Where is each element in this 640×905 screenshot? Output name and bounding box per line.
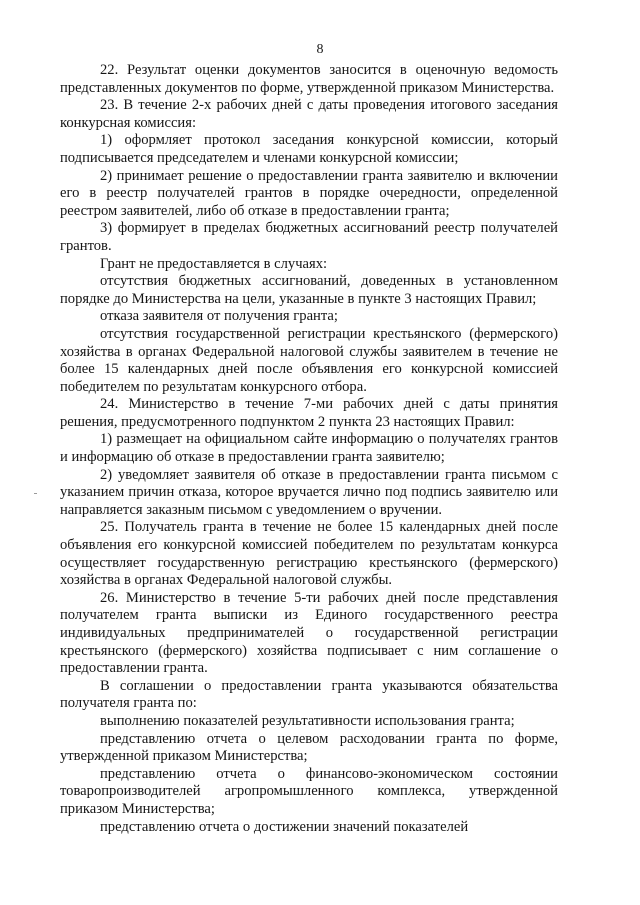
refusal-case-2: отказа заявителя от получения гранта; bbox=[100, 308, 338, 325]
paragraph-24: 24. Министерство в течение 7-ми рабочих дней с даты принятия решения, предусмотренного подпунктом 2 пункта 23 настоящих Правил: bbox=[60, 396, 558, 430]
obligation-4: представлению отчета о достижении значений показателей bbox=[100, 818, 469, 835]
obligation-1: выполнению показателей результативности использования гранта; bbox=[100, 712, 515, 729]
paragraph-23: 23. В течение 2-х рабочих дней с даты проведения итогового заседания конкурсная комиссия: bbox=[60, 97, 558, 131]
paragraph-23-item-3: 3) формирует в пределах бюджетных ассигнований реестр получателей грантов. bbox=[60, 220, 558, 254]
obligation-3: представлению отчета о финансово-экономическом состоянии товаропроизводителей агропромышленного комплекса, утвержденной приказом Министерства; bbox=[60, 765, 558, 817]
page-number: 8 bbox=[316, 42, 324, 57]
paragraph-26: 26. Министерство в течение 5-ти рабочих дней после представления получателем гранта выписки из Единого государственного реестра индивидуальных предпринимателей о государственной регистрации крестьянского (фермерского) хозяйства подписывает с ним соглашение о предоставлении гранта. bbox=[60, 589, 558, 677]
paragraph-22: 22. Результат оценки документов заносится в оценочную ведомость представленных документов по форме, утвержденной приказом Министерства. bbox=[60, 62, 558, 96]
paragraph-25: 25. Получатель гранта в течение не более 15 календарных дней после объявления его конкурсной комиссией победителем по результатам конкурса осуществляет государственную регистрацию крестьянского (фермерского) хозяйства в органах Федеральной налоговой службы. bbox=[60, 519, 558, 589]
paragraph-23-item-1: 1) оформляет протокол заседания конкурсной комиссии, который подписывается председателем и членами конкурсной комиссии; bbox=[60, 132, 558, 166]
refusal-cases-heading: Грант не предоставляется в случаях: bbox=[100, 255, 328, 272]
agreement-obligations-heading: В соглашении о предоставлении гранта указываются обязательства получателя гранта по: bbox=[60, 677, 558, 712]
obligation-2: представлению отчета о целевом расходовании гранта по форме, утвержденной приказом Министерства; bbox=[60, 730, 558, 765]
refusal-case-3: отсутствия государственной регистрации крестьянского (фермерского) хозяйства в органах Федеральной налоговой службы заявителем в течение не более 15 календарных дней после объявления его конкурсной комиссией победителем по результатам конкурсного отбора. bbox=[60, 325, 558, 395]
margin-scan-mark bbox=[34, 493, 37, 494]
paragraph-23-item-2: 2) принимает решение о предоставлении гранта заявителю и включении его в реестр получателей грантов в порядке очередности, определенной реестром заявителей, либо об отказе в предоставлении гранта; bbox=[60, 167, 558, 219]
paragraph-24-item-2: 2) уведомляет заявителя об отказе в предоставлении гранта письмом с указанием причин отказа, которое вручается лично под подпись заявителю или направляется заказным письмом с уведомлением о вручении. bbox=[60, 466, 558, 518]
refusal-case-1: отсутствия бюджетных ассигнований, доведенных в установленном порядке до Министерства на цели, указанные в пункте 3 настоящих Правил; bbox=[60, 273, 558, 307]
paragraph-24-item-1: 1) размещает на официальном сайте информацию о получателях грантов и информацию об отказе в предоставлении гранта заявителю; bbox=[60, 431, 558, 466]
document-body bbox=[60, 62, 558, 836]
